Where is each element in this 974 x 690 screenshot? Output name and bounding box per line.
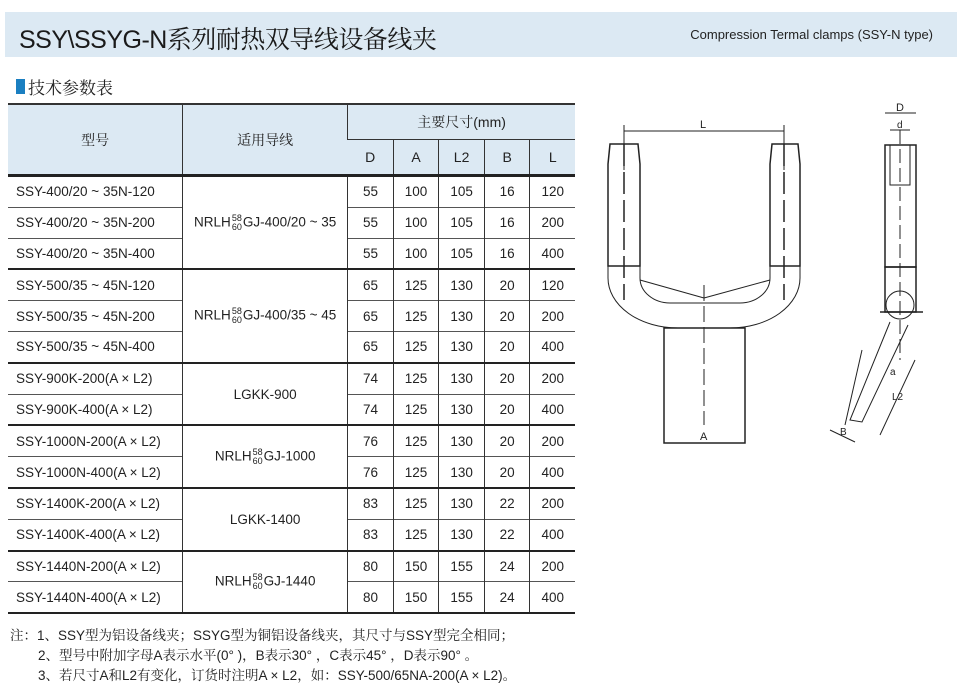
value-l: 200: [530, 207, 575, 238]
value-l2: 130: [439, 269, 485, 300]
value-a: 100: [393, 207, 439, 238]
value-l2: 155: [439, 551, 485, 582]
conductor-cell: [183, 363, 348, 426]
col-b-header: B: [484, 140, 530, 176]
conductor-cell: [183, 425, 348, 488]
clamp-diagram: [590, 100, 960, 460]
conductor-sup: 58: [252, 571, 263, 582]
conductor-sup: 58: [231, 212, 242, 223]
value-b: 22: [484, 519, 530, 550]
value-d: 80: [348, 582, 394, 613]
model-cell: SSY-400/20 ~ 35N-200: [8, 207, 183, 238]
note-1: 注：1、SSY型为铝设备线夹；SSYG型为铜铝设备线夹，其尺寸与SSY型完全相同；: [10, 628, 515, 643]
conductor-suffix: GJ-400/35 ~ 45: [242, 307, 337, 323]
col-a-header: A: [393, 140, 439, 176]
model-cell: SSY-500/35 ~ 45N-120: [8, 269, 183, 300]
model-cell: SSY-500/35 ~ 45N-400: [8, 331, 183, 362]
value-l: 400: [530, 519, 575, 550]
conductor-prefix: NRLH: [194, 307, 231, 323]
model-cell: SSY-1000N-400(A × L2): [8, 457, 183, 488]
value-b: 24: [484, 582, 530, 613]
section-heading: [16, 74, 113, 99]
value-a: 150: [393, 551, 439, 582]
conductor-cell: [183, 488, 348, 551]
value-l2: 105: [439, 176, 485, 208]
value-b: 20: [484, 269, 530, 300]
value-a: 150: [393, 582, 439, 613]
col-conductor-header: 适用导线: [183, 104, 348, 176]
value-l2: 130: [439, 425, 485, 456]
value-b: 24: [484, 551, 530, 582]
value-l: 120: [530, 176, 575, 208]
value-a: 125: [393, 363, 439, 394]
model-cell: SSY-900K-200(A × L2): [8, 363, 183, 394]
conductor-sub: 60: [252, 455, 263, 466]
value-l2: 105: [439, 207, 485, 238]
notes: [10, 626, 516, 686]
front-view: [608, 125, 800, 443]
side-view: [830, 113, 923, 442]
value-a: 125: [393, 457, 439, 488]
value-b: 22: [484, 488, 530, 519]
value-l: 200: [530, 488, 575, 519]
table-row: [8, 363, 575, 394]
note-3: 3、若尺寸A和L2有变化，订货时注明A × L2，如：SSY-500/65NA-200(A × L2)。: [38, 668, 517, 683]
conductor-prefix: LGKK-1400: [229, 511, 301, 527]
conductor-suffix: GJ-1000: [263, 448, 316, 464]
conductor-grade-stack: [253, 448, 263, 466]
value-a: 125: [393, 394, 439, 425]
value-l2: 130: [439, 363, 485, 394]
value-d: 83: [348, 488, 394, 519]
value-l: 200: [530, 551, 575, 582]
conductor-prefix: NRLH: [194, 214, 231, 230]
value-d: 65: [348, 269, 394, 300]
value-b: 16: [484, 207, 530, 238]
value-a: 100: [393, 176, 439, 208]
value-b: 16: [484, 238, 530, 269]
value-b: 20: [484, 363, 530, 394]
conductor-suffix: GJ-400/20 ~ 35: [242, 214, 337, 230]
label-big-d: D: [896, 102, 904, 114]
spec-table: [8, 103, 575, 614]
value-l2: 130: [439, 519, 485, 550]
value-b: 16: [484, 176, 530, 208]
value-l2: 130: [439, 488, 485, 519]
square-bullet-icon: [16, 79, 25, 94]
conductor-sup: 58: [252, 446, 263, 457]
label-l2: L2: [892, 392, 904, 403]
value-l2: 130: [439, 331, 485, 362]
label-l: L: [700, 119, 707, 131]
value-l: 400: [530, 457, 575, 488]
value-d: 74: [348, 394, 394, 425]
value-l: 400: [530, 582, 575, 613]
col-model-header: 型号: [8, 104, 183, 176]
model-cell: SSY-1400K-400(A × L2): [8, 519, 183, 550]
value-b: 20: [484, 301, 530, 332]
conductor-sub: 60: [231, 315, 242, 326]
col-l2-header: L2: [439, 140, 485, 176]
value-l: 400: [530, 238, 575, 269]
table-row: [8, 488, 575, 519]
conductor-sup: 58: [231, 306, 242, 317]
conductor-grade-stack: [232, 307, 242, 325]
label-a: A: [700, 431, 708, 443]
table-row: [8, 551, 575, 582]
col-l-header: L: [530, 140, 575, 176]
value-a: 125: [393, 269, 439, 300]
value-d: 65: [348, 331, 394, 362]
value-a: 125: [393, 519, 439, 550]
value-d: 65: [348, 301, 394, 332]
model-cell: SSY-400/20 ~ 35N-120: [8, 176, 183, 208]
label-angle-a: a: [890, 367, 896, 378]
value-d: 55: [348, 207, 394, 238]
section-title: 技术参数表: [28, 79, 113, 98]
value-d: 76: [348, 425, 394, 456]
conductor-prefix: NRLH: [214, 573, 252, 589]
conductor-suffix: GJ-1440: [263, 573, 316, 589]
conductor-sub: 60: [252, 580, 263, 591]
value-a: 100: [393, 238, 439, 269]
value-a: 125: [393, 425, 439, 456]
label-b: B: [840, 427, 847, 438]
model-cell: SSY-1400K-200(A × L2): [8, 488, 183, 519]
model-cell: SSY-1440N-200(A × L2): [8, 551, 183, 582]
col-d-header: D: [348, 140, 394, 176]
conductor-grade-stack: [253, 573, 263, 591]
header-banner: [5, 12, 957, 57]
table-row: [8, 425, 575, 456]
conductor-cell: [183, 176, 348, 270]
value-a: 125: [393, 488, 439, 519]
model-cell: SSY-400/20 ~ 35N-400: [8, 238, 183, 269]
value-l: 200: [530, 425, 575, 456]
value-l2: 130: [439, 457, 485, 488]
value-b: 20: [484, 331, 530, 362]
conductor-cell: [183, 269, 348, 362]
value-d: 76: [348, 457, 394, 488]
value-d: 83: [348, 519, 394, 550]
model-cell: SSY-1440N-400(A × L2): [8, 582, 183, 613]
model-cell: SSY-500/35 ~ 45N-200: [8, 301, 183, 332]
model-cell: SSY-900K-400(A × L2): [8, 394, 183, 425]
value-l: 200: [530, 301, 575, 332]
value-l2: 130: [439, 301, 485, 332]
table-row: [8, 269, 575, 300]
value-d: 74: [348, 363, 394, 394]
conductor-prefix: NRLH: [214, 448, 252, 464]
value-l: 400: [530, 394, 575, 425]
conductor-cell: [183, 551, 348, 614]
value-a: 125: [393, 331, 439, 362]
value-l2: 130: [439, 394, 485, 425]
value-l: 120: [530, 269, 575, 300]
value-b: 20: [484, 394, 530, 425]
conductor-sub: 60: [231, 221, 242, 232]
note-2: 2、型号中附加字母A表示水平(0° )，B表示30° ，C表示45° ，D表示90° 。: [38, 648, 479, 663]
table-row: [8, 176, 575, 208]
page-title: SSY\SSYG-N系列耐热双导线设备线夹: [19, 26, 437, 54]
value-l2: 155: [439, 582, 485, 613]
model-cell: SSY-1000N-200(A × L2): [8, 425, 183, 456]
value-d: 55: [348, 238, 394, 269]
value-a: 125: [393, 301, 439, 332]
page-subtitle: Compression Termal clamps (SSY-N type): [690, 27, 933, 42]
conductor-grade-stack: [232, 214, 242, 232]
label-small-d: d: [897, 120, 903, 131]
conductor-prefix: LGKK-900: [233, 386, 297, 402]
col-dims-header: 主要尺寸(mm): [348, 104, 575, 140]
value-l: 400: [530, 331, 575, 362]
value-b: 20: [484, 457, 530, 488]
value-d: 80: [348, 551, 394, 582]
value-d: 55: [348, 176, 394, 208]
value-l: 200: [530, 363, 575, 394]
value-l2: 105: [439, 238, 485, 269]
value-b: 20: [484, 425, 530, 456]
